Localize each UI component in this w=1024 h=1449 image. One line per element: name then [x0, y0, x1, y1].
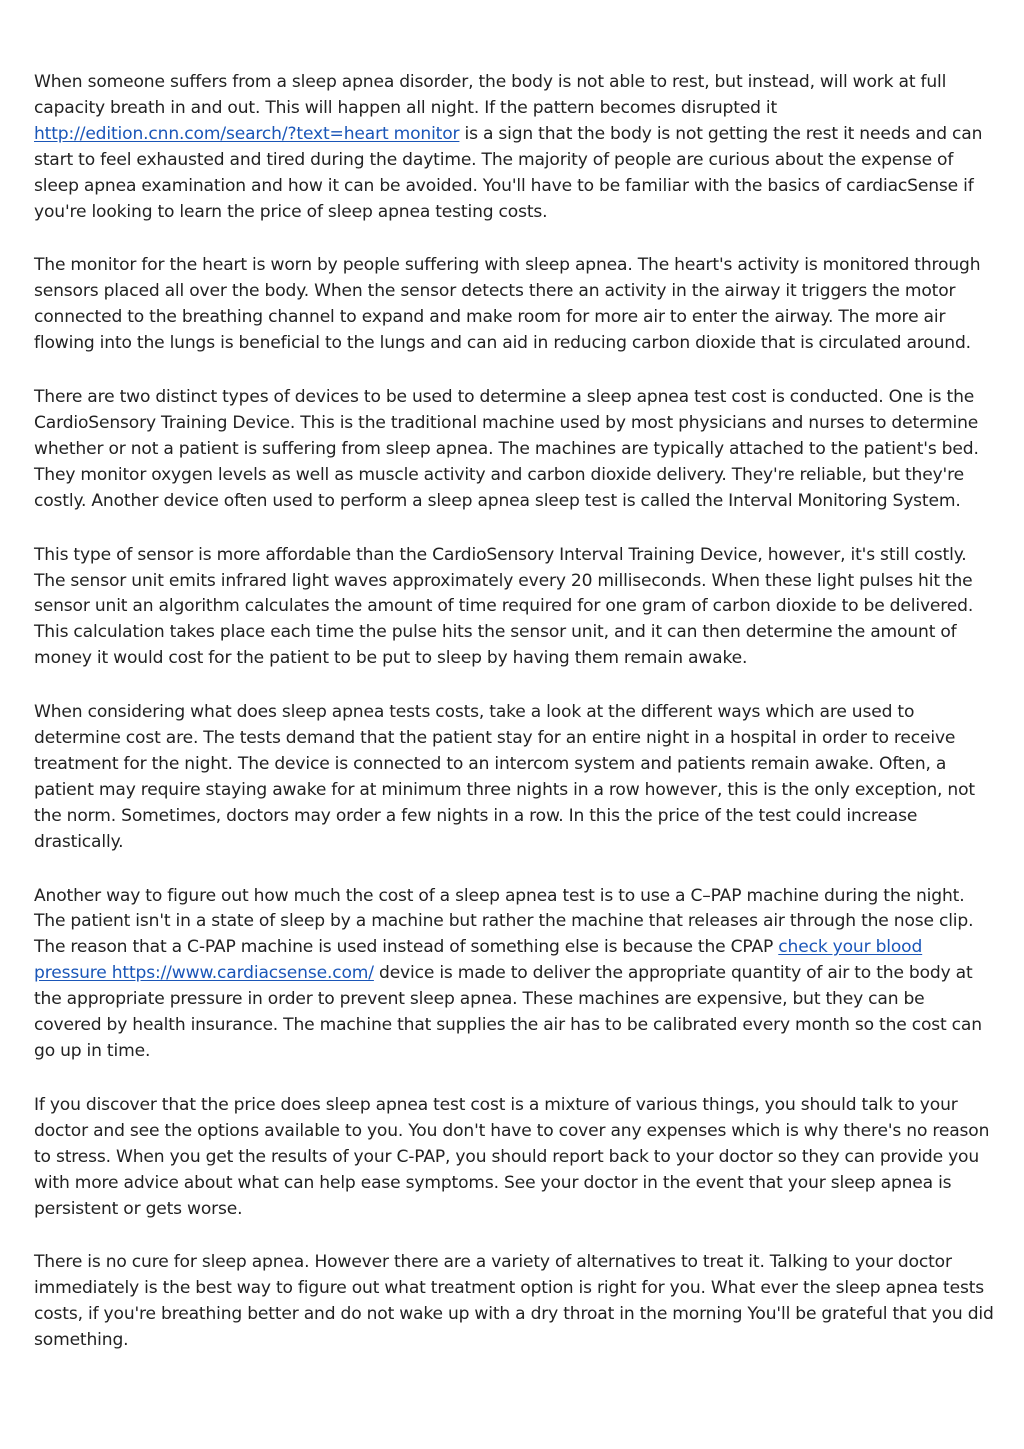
paragraph-1-text-end: is a sign that the body is not getting the rest it needs and can start to feel exhausted and tired during the daytime. The majority of people are curious about the expense of sleep apnea examination and how it can be avoided. You'll have to be familiar with the basics of cardiacSense if you're looking to learn the price of sleep apnea testing costs. — [34, 123, 983, 222]
paragraph-7: If you discover that the price does sleep apnea test cost is a mixture of various things, you should talk to your doctor and see the options available to you. You don't have to cover any expenses which is why there's no reason to stress. When you get the results of your C-PAP, you should report back to your doctor so they can provide you with more advice about what can help ease symptoms. See your doctor in the event that your sleep apnea is persistent or gets worse. — [34, 1094, 990, 1219]
check-blood-pressure-link[interactable]: check your blood pressure https://www.cardiacsense.com/ — [34, 937, 923, 984]
heart-monitor-search-link[interactable]: http://edition.cnn.com/search/?text=heart monitor — [34, 123, 460, 144]
paragraph-5: When considering what does sleep apnea tests costs, take a look at the different ways which are used to determine cost are. The tests demand that the patient stay for an entire night in a hospital in order to receive treatment for the night. The device is connected to an intercom system and patients remain awake. Often, a patient may require staying awake for at minimum three nights in a row however, this is the only exception, not the norm. Sometimes, doctors may order a few nights in a row. In this the price of the test could increase drastically. — [34, 702, 975, 852]
paragraph-1 — [34, 70, 994, 225]
paragraph-2: The monitor for the heart is worn by people suffering with sleep apnea. The heart's activity is monitored through sensors placed all over the body. When the sensor detects there an activity in the airway it triggers the motor connected to the breathing channel to expand and make room for more air to enter the airway. The more air flowing into the lungs is beneficial to the lungs and can aid in reducing carbon dioxide that is circulated around. — [34, 255, 981, 354]
paragraph-3: There are two distinct types of devices to be used to determine a sleep apnea test cost is conducted. One is the CardioSensory Training Device. This is the traditional machine used by most physicians and nurses to determine whether or not a patient is suffering from sleep apnea. The machines are typically attached to the patient's bed. They monitor oxygen levels as well as muscle activity and carbon dioxide delivery. They're reliable, but they're costly. Another device often used to perform a sleep apnea sleep test is called the Interval Monitoring System. — [34, 387, 979, 511]
paragraph-6-text-start: Another way to figure out how much the cost of a sleep apnea test is to use a C–PAP machine during the night. The patient isn't in a state of sleep by a machine but rather the machine that releases air through the nose clip. The reason that a C-PAP machine is used instead of something else is because the CPAP — [34, 885, 974, 958]
paragraph-1-text-start: When someone suffers from a sleep apnea disorder, the body is not able to rest, but instead, will work at full capacity breath in and out. This will happen all night. If the pattern becomes disrupted it — [34, 72, 947, 118]
paragraph-8: There is no cure for sleep apnea. However there are a variety of alternatives to treat it. Talking to your doctor immediately is the best way to figure out what treatment option is right for you. What ever the sleep apnea tests costs, if you're breathing better and do not wake up with a dry throat in the morning You'll be grateful that you did something. — [34, 1252, 994, 1351]
paragraph-6-text-end: device is made to deliver the appropriate quantity of air to the body at the appropriate pressure in order to prevent sleep apnea. These machines are expensive, but they can be covered by health insurance. The machine that supplies the air has to be calibrated every month so the cost can go up in time. — [34, 963, 982, 1061]
paragraph-4: This type of sensor is more affordable than the CardioSensory Interval Training Device, however, it's still costly. The sensor unit emits infrared light waves approximately every 20 milliseconds. When these light pulses hit the sensor unit an algorithm calculates the amount of time required for one gram of carbon dioxide to be delivered. This calculation takes place each time the pulse hits the sensor unit, and it can then determine the amount of money it would cost for the patient to be put to sleep by having them remain awake. — [34, 544, 974, 669]
document-body — [34, 70, 994, 1382]
paragraph-6 — [34, 884, 994, 1065]
